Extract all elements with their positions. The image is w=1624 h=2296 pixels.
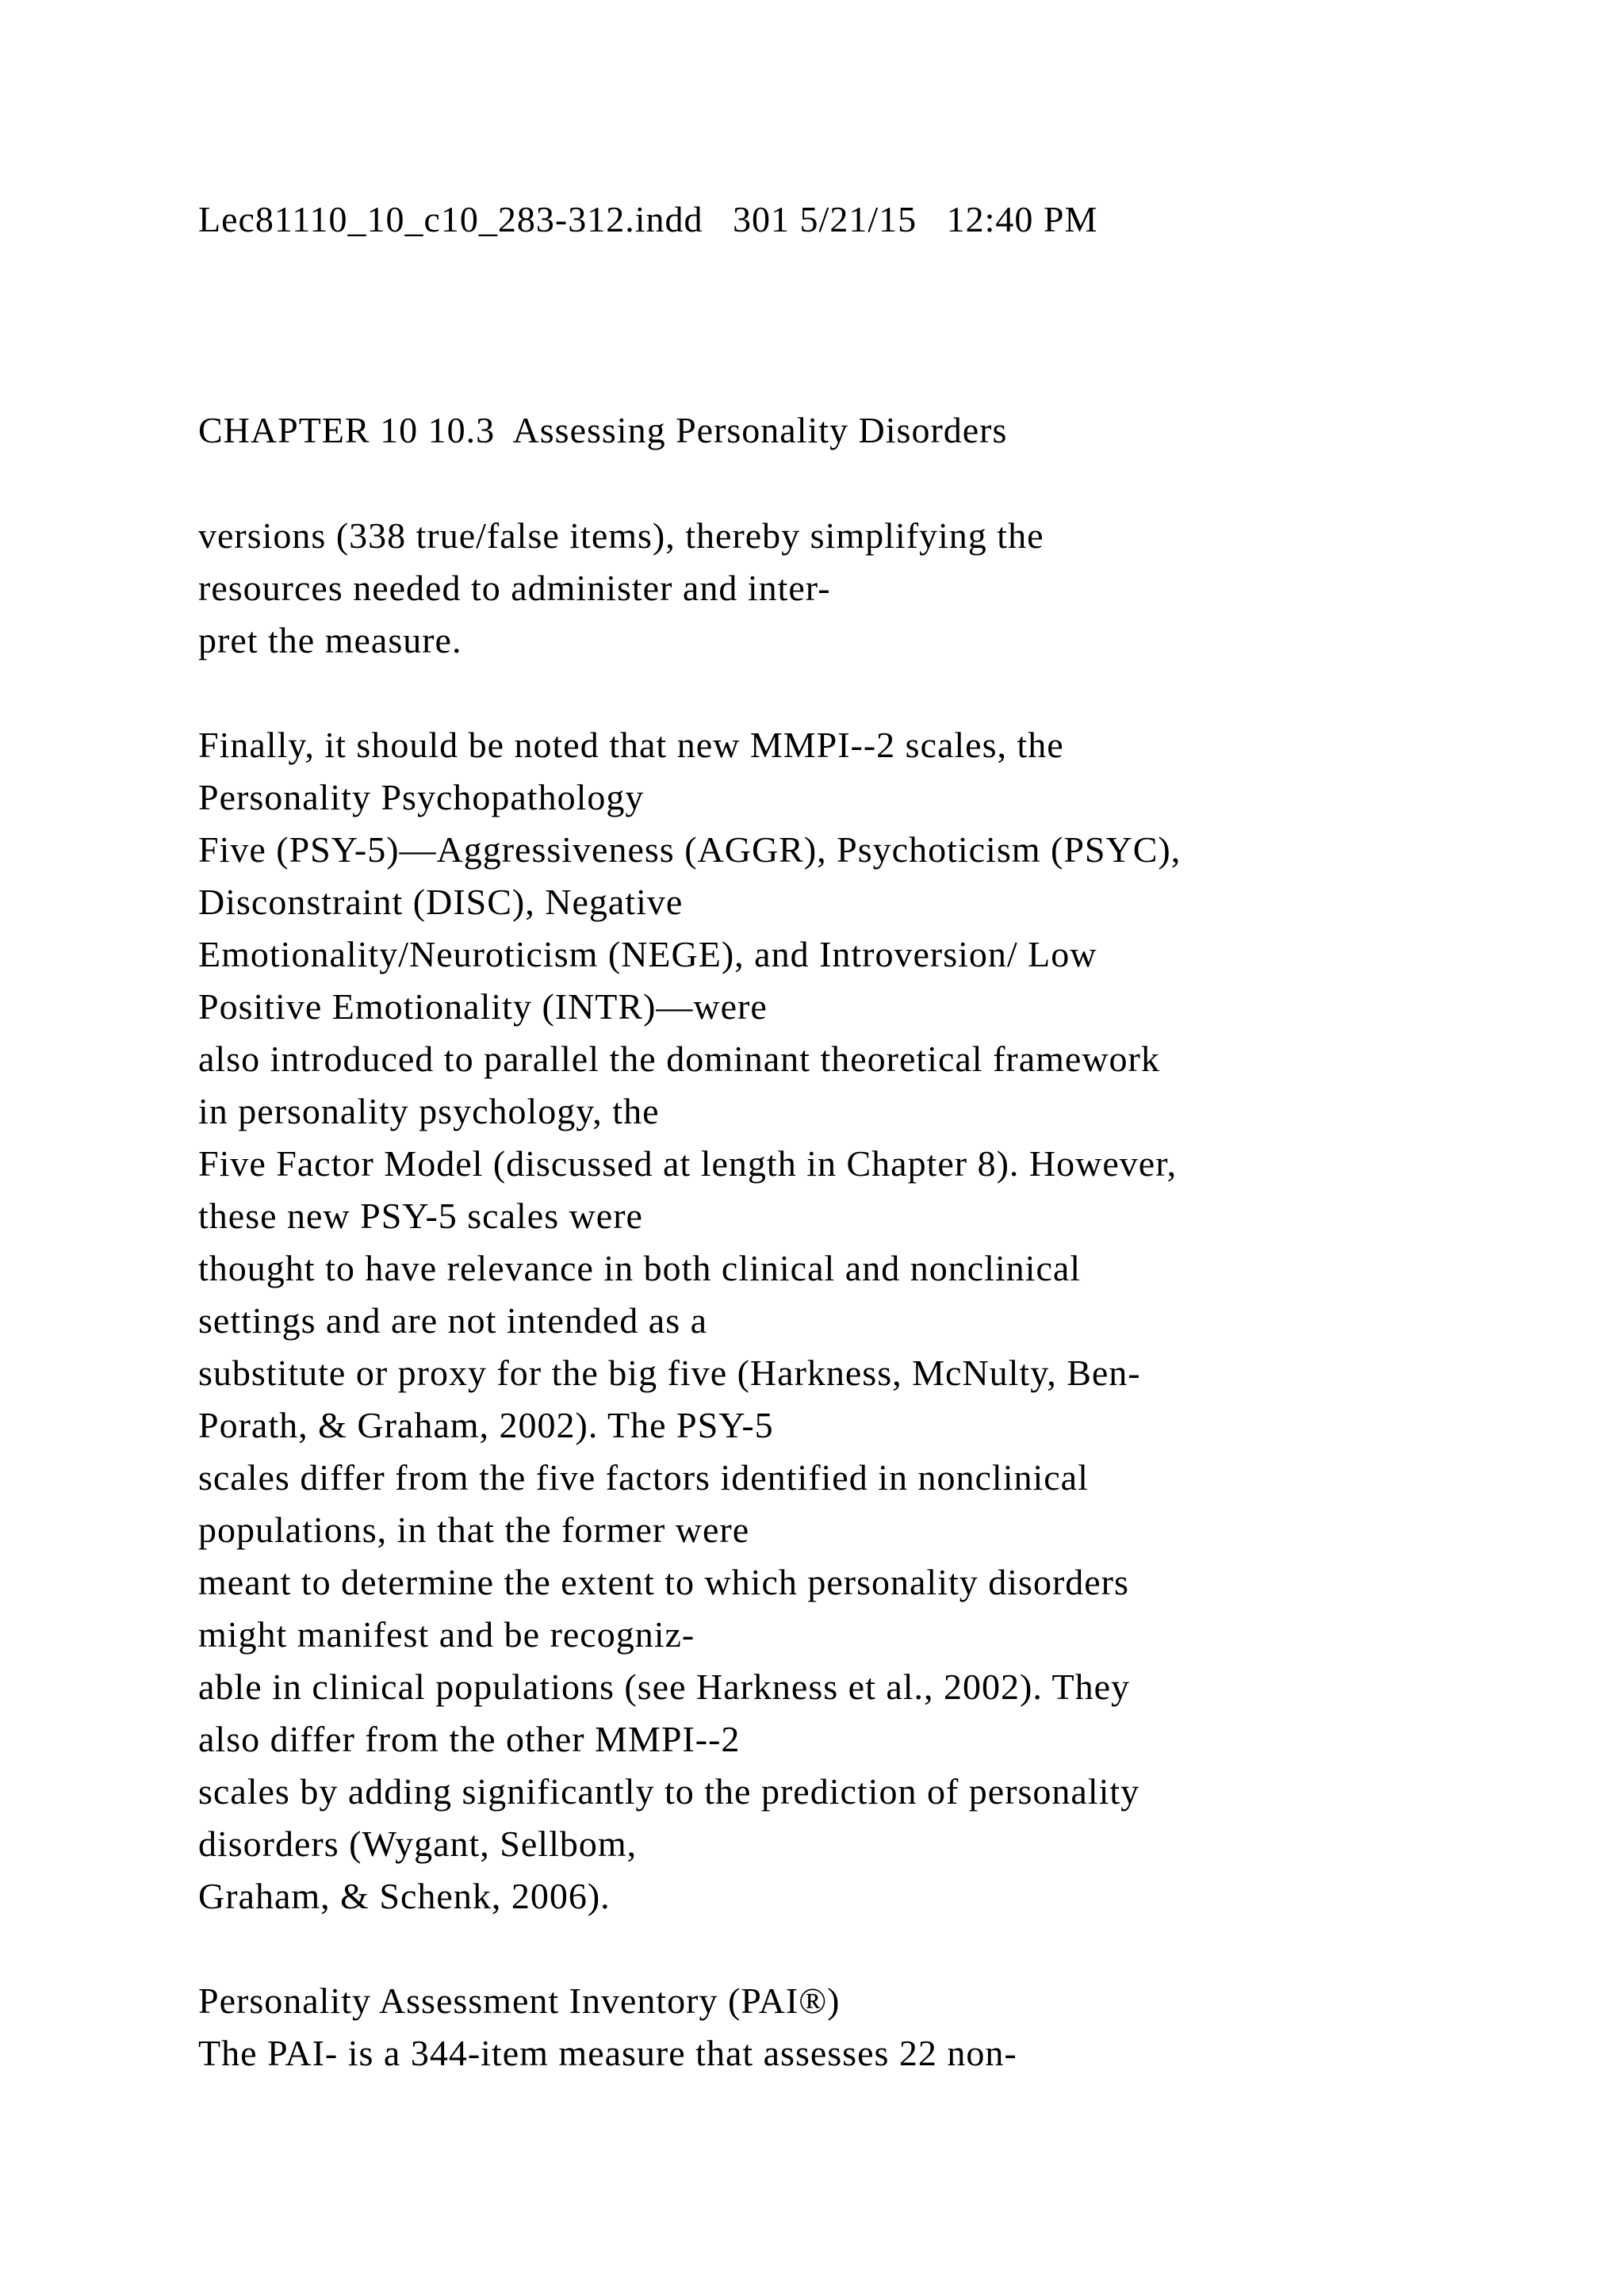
text-line: substitute or proxy for the big five (Harkness, McNulty, Ben- [198, 1353, 1141, 1393]
text-line: Personality Psychopathology [198, 777, 645, 817]
text-line: Five Factor Model (discussed at length in Chapter 8). However, [198, 1143, 1178, 1184]
text-line: also introduced to parallel the dominant theoretical framework [198, 1039, 1160, 1079]
text-line: in personality psychology, the [198, 1091, 660, 1131]
page-slug: Lec81110_10_c10_283-312.indd 301 5/21/15 12:40 PM [198, 199, 1098, 239]
text-line: pret the measure. [198, 620, 462, 660]
text-line: also differ from the other MMPI--2 [198, 1719, 741, 1759]
text-line: disorders (Wygant, Sellbom, [198, 1823, 638, 1864]
section-heading: Personality Assessment Inventory (PAI®) [198, 1980, 841, 2021]
text-line: versions (338 true/false items), thereby simplifying the [198, 515, 1044, 556]
text-line: Graham, & Schenk, 2006). [198, 1876, 611, 1916]
text-line: Disconstraint (DISC), Negative [198, 882, 684, 922]
text-line: these new PSY-5 scales were [198, 1196, 643, 1236]
text-line: Five (PSY-5)—Aggressiveness (AGGR), Psychoticism (PSYC), [198, 829, 1182, 870]
text-line: might manifest and be recogniz- [198, 1614, 695, 1655]
text-line: thought to have relevance in both clinical and nonclinical [198, 1248, 1082, 1288]
text-line: meant to determine the extent to which personality disorders [198, 1562, 1129, 1602]
text-line: The PAI- is a 344-item measure that assesses 22 non- [198, 2033, 1017, 2073]
text-line: settings and are not intended as a [198, 1300, 708, 1341]
text-line: able in clinical populations (see Harkness et al., 2002). They [198, 1667, 1131, 1707]
text-line: scales differ from the five factors identified in nonclinical [198, 1457, 1089, 1498]
chapter-heading: CHAPTER 10 10.3 Assessing Personality Disorders [198, 410, 1008, 450]
text-line: Emotionality/Neuroticism (NEGE), and Introversion/ Low [198, 934, 1097, 974]
text-line: populations, in that the former were [198, 1510, 750, 1550]
text-line: resources needed to administer and inter- [198, 568, 831, 608]
text-line: Porath, & Graham, 2002). The PSY-5 [198, 1405, 774, 1445]
text-line: scales by adding significantly to the prediction of personality [198, 1771, 1140, 1812]
text-line: Positive Emotionality (INTR)—were [198, 986, 768, 1027]
text-line: Finally, it should be noted that new MMPI--2 scales, the [198, 725, 1064, 765]
